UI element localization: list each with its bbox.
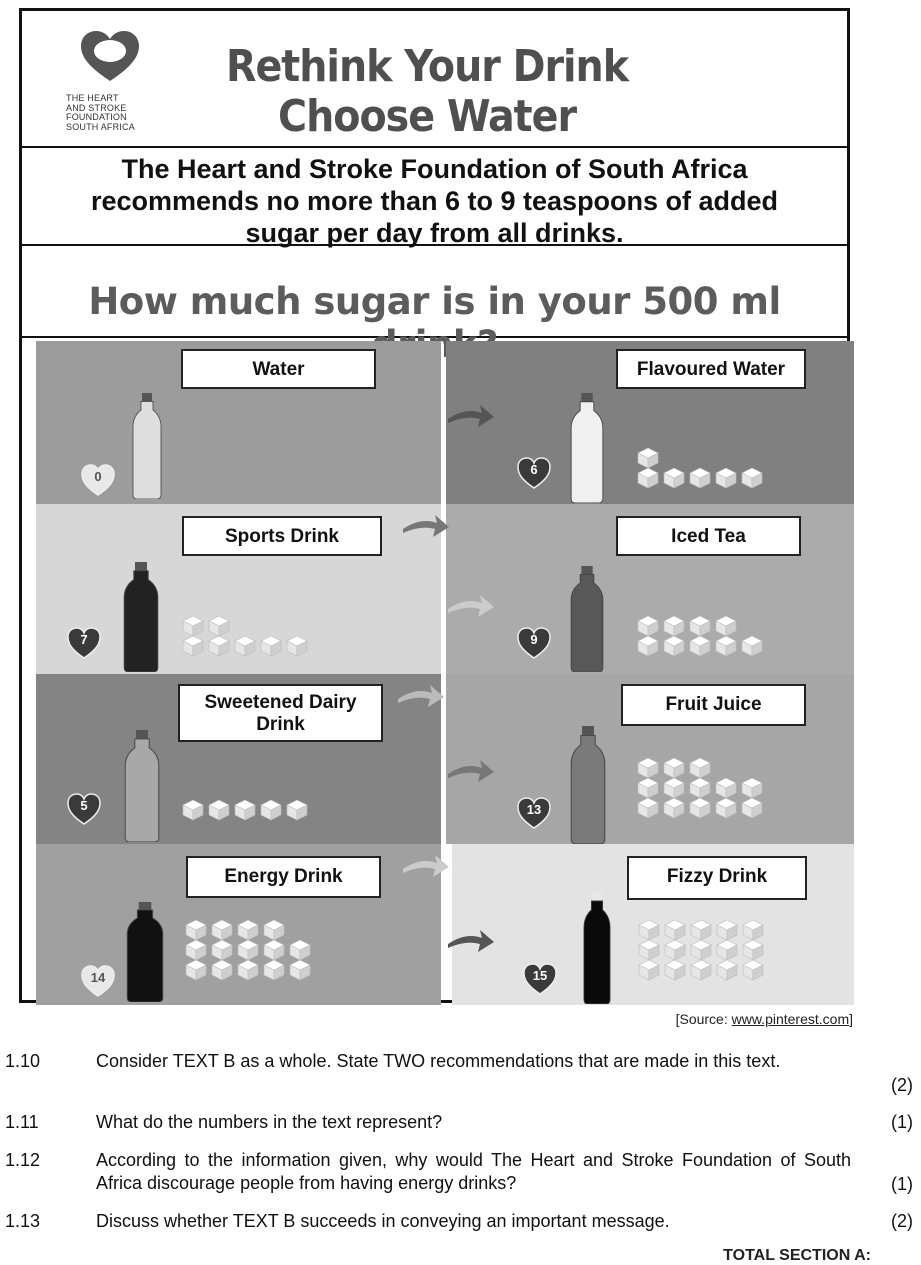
sugar-cube-icon <box>689 918 713 942</box>
drinks-grid <box>36 341 854 1005</box>
sugar-cube-icon <box>636 614 660 638</box>
flow-arrow-icon <box>446 591 496 621</box>
question-1-10: 1.10 Consider TEXT B as a whole. State TWO recommendations that are made in this text. (2) <box>5 1051 913 1095</box>
drink-panel-sweetened-dairy-drink <box>36 674 441 844</box>
bottle-icon <box>570 566 604 672</box>
teaspoon-count-heart <box>66 626 102 660</box>
recommendation-text: The Heart and Stroke Foundation of South Africa recommends no more than 6 to 9 teaspoons of added sugar per day from all drinks. <box>22 146 847 246</box>
sugar-cube-icon <box>288 938 312 962</box>
teaspoon-count-heart <box>516 456 552 490</box>
flow-arrow-icon <box>401 511 451 541</box>
poster-header <box>22 11 847 146</box>
sugar-cube-icon <box>259 634 283 658</box>
drink-label: Iced Tea <box>616 516 801 556</box>
bottle-icon <box>132 393 162 499</box>
teaspoon-count: 14 <box>90 970 106 985</box>
bottle-icon <box>570 726 606 844</box>
sugar-cube-icon <box>184 918 208 942</box>
infographic-poster <box>19 8 850 1003</box>
teaspoon-count: 6 <box>530 462 538 477</box>
sugar-cube-icon <box>714 614 738 638</box>
teaspoon-count-heart <box>80 463 116 497</box>
teaspoon-count-heart <box>516 626 552 660</box>
drink-label: Sweetened Dairy Drink <box>178 684 383 742</box>
flow-arrow-icon <box>446 401 496 431</box>
total-section-footer: TOTAL SECTION A: <box>723 1247 871 1264</box>
sugar-cube-icon <box>714 776 738 800</box>
sugar-cube-icon <box>636 446 660 470</box>
drink-panel-fruit-juice <box>446 674 854 844</box>
question-1-11: 1.11 What do the numbers in the text represent? (1) <box>5 1112 913 1132</box>
drink-label: Fruit Juice <box>621 684 806 726</box>
sugar-cube-icon <box>715 918 739 942</box>
sugar-cube-icon <box>259 798 283 822</box>
sugar-cube-icon <box>207 798 231 822</box>
teaspoon-count: 9 <box>530 632 538 647</box>
source-citation: [Source: www.pinterest.com] <box>675 1011 853 1027</box>
sugar-cube-icon <box>662 614 686 638</box>
flow-arrow-icon <box>401 851 451 881</box>
source-link[interactable]: www.pinterest.com <box>731 1011 850 1027</box>
teaspoon-count: 15 <box>532 968 548 983</box>
drink-label: Fizzy Drink <box>627 856 807 900</box>
sugar-cube-icon <box>236 918 260 942</box>
sugar-cube-icon <box>207 614 231 638</box>
teaspoon-count-heart <box>66 792 102 826</box>
drink-label: Water <box>181 349 376 389</box>
bottle-icon <box>123 562 159 672</box>
logo-text: THE HEART AND STROKE FOUNDATION SOUTH AFRICA <box>66 93 135 132</box>
question-1-12: 1.12 According to the information given, why would The Heart and Stroke Foundation of South Africa discourage people from having energy drinks? (1) <box>5 1150 913 1194</box>
drink-label: Energy Drink <box>186 856 381 898</box>
sugar-cube-icon <box>233 634 257 658</box>
drink-label: Sports Drink <box>182 516 382 556</box>
drink-panel-water <box>36 341 441 504</box>
teaspoon-count-heart <box>522 962 558 996</box>
drink-panel-iced-tea <box>446 504 854 674</box>
teaspoon-count-heart <box>516 796 552 830</box>
sugar-cube-icon <box>663 918 687 942</box>
sugar-cube-icon <box>688 614 712 638</box>
sugar-cube-icon <box>636 756 660 780</box>
teaspoon-count: 5 <box>80 798 88 813</box>
poster-title-line1: Rethink Your Drink <box>225 41 629 92</box>
bottle-icon <box>570 393 604 503</box>
sugar-cube-icon <box>662 756 686 780</box>
teaspoon-count: 0 <box>94 469 102 484</box>
flow-arrow-icon <box>446 756 496 786</box>
sugar-question-heading: How much sugar is in your 500 ml <box>22 246 847 338</box>
bottle-icon <box>124 730 160 842</box>
sugar-cube-icon <box>181 798 205 822</box>
sugar-cube-icon <box>285 634 309 658</box>
sugar-cube-icon <box>688 466 712 490</box>
sugar-cube-icon <box>740 634 764 658</box>
heart-stroke-logo <box>60 29 160 132</box>
teaspoon-count: 13 <box>526 802 542 817</box>
drink-panel-fizzy-drink <box>452 844 854 1005</box>
drink-label: Flavoured Water <box>616 349 806 389</box>
drink-panel-sports-drink <box>36 504 441 674</box>
sugar-cube-icon <box>741 918 765 942</box>
teaspoon-count-heart <box>80 964 116 998</box>
sugar-cube-icon <box>233 798 257 822</box>
question-1-13: 1.13 Discuss whether TEXT B succeeds in conveying an important message. (2) <box>5 1211 913 1231</box>
sugar-cube-icon <box>662 466 686 490</box>
bottle-icon <box>126 902 164 1002</box>
sugar-cube-icon <box>262 918 286 942</box>
sugar-cube-icon <box>688 756 712 780</box>
sugar-cube-icon <box>181 614 205 638</box>
heart-logo-icon <box>79 29 141 85</box>
sugar-cube-icon <box>285 798 309 822</box>
drink-panel-energy-drink <box>36 844 441 1005</box>
sugar-cube-icon <box>714 466 738 490</box>
drink-panel-flavoured-water <box>446 341 854 504</box>
sugar-cube-icon <box>740 466 764 490</box>
flow-arrow-icon <box>446 926 496 956</box>
bottle-icon <box>583 892 611 1004</box>
sugar-cube-icon <box>637 918 661 942</box>
poster-title-line2: Choose Water <box>278 91 576 142</box>
teaspoon-count: 7 <box>80 632 88 647</box>
sugar-cube-icon <box>210 918 234 942</box>
sugar-cube-icon <box>740 776 764 800</box>
flow-arrow-icon <box>396 681 446 711</box>
